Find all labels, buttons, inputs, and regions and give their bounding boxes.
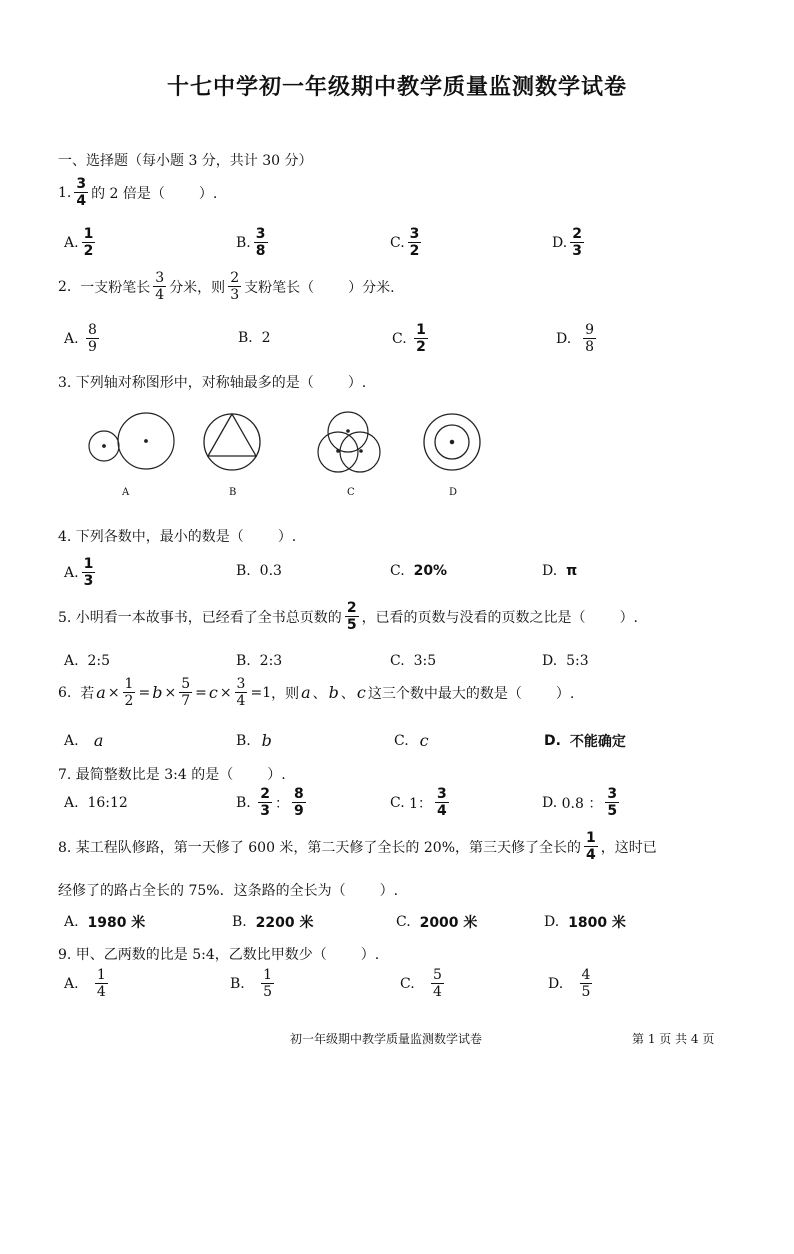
- q4-option-a[interactable]: A. $\frac{1}{3}$: [64, 556, 94, 589]
- question-1: 1. $\frac{3}{4}$ 的 2 倍是（ ）.: [58, 176, 218, 209]
- figure-d-concentric-circles[interactable]: [424, 414, 480, 470]
- q2-option-d[interactable]: D. $\frac{9}{8}$: [556, 322, 595, 355]
- q2-option-c[interactable]: C. $\frac{1}{2}$: [392, 322, 426, 355]
- figure-a-two-circles[interactable]: [89, 413, 174, 469]
- q4-option-c[interactable]: C. 20%: [390, 563, 448, 579]
- section-heading: 一、选择题（每小题 3 分，共计 30 分）: [58, 153, 313, 169]
- q1-option-b[interactable]: B. $\frac{3}{8}$: [236, 226, 266, 259]
- q6-option-a[interactable]: A. a: [64, 731, 104, 750]
- q8-option-c[interactable]: C. 2000 米: [396, 914, 478, 931]
- question-7: 7. 最简整数比是 3:4 的是（ ）.: [58, 767, 286, 783]
- q6-option-d[interactable]: D. 不能确定: [544, 733, 626, 750]
- question-5: 5. 小明看一本故事书，已经看了全书总页数的 $\frac{2}{5}$ ，已看的页数与没看的页数之比是（ ）.: [58, 600, 639, 633]
- q9-option-d[interactable]: D. $\frac{4}{5}$: [548, 967, 591, 1000]
- question-2: 2. 一支粉笔长 $\frac{3}{4}$ 分米，则 $\frac{2}{3}$ 支粉笔长（ ）分米.: [58, 270, 395, 303]
- q8-option-a[interactable]: A. 1980 米: [64, 914, 146, 931]
- q5-option-a[interactable]: A. 2:5: [64, 653, 110, 669]
- q1-option-d[interactable]: D. $\frac{2}{3}$: [552, 226, 582, 259]
- fraction: $\frac{3}{4}$: [76, 176, 87, 209]
- q1-option-a[interactable]: A. $\frac{1}{2}$: [64, 226, 94, 259]
- figure-label-a: A: [122, 487, 130, 498]
- q6-option-c[interactable]: C. c: [394, 731, 429, 750]
- question-9: 9. 甲、乙两数的比是 5:4，乙数比甲数少（ ）.: [58, 947, 380, 963]
- question-8: 8. 某工程队修路，第一天修了 600 米，第二天修了全长的 20%，第三天修了全长的 $\frac{1}{4}$ ，这时已: [58, 830, 657, 863]
- symmetry-figures: [0, 400, 794, 490]
- figure-label-c: C: [347, 487, 355, 498]
- q5-option-d[interactable]: D. 5:3: [542, 653, 589, 669]
- question-6: 6. 若 a × $\frac{1}{2}$ = b × $\frac{5}{7}$ = c × $\frac{3}{4}$ = 1 ，则 a 、 b 、 c 这三个数中最大的数是（ ）.: [58, 676, 575, 709]
- q9-option-c[interactable]: C. $\frac{5}{4}$: [400, 967, 442, 1000]
- figure-c-three-circles[interactable]: [318, 412, 380, 472]
- q7-option-d[interactable]: D. 0.8 ： $\frac{3}{5}$: [542, 786, 618, 819]
- q7-option-b[interactable]: B. $\frac{2}{3}$ ： $\frac{8}{9}$: [236, 786, 304, 819]
- question-3: 3. 下列轴对称图形中，对称轴最多的是（ ）.: [58, 375, 367, 391]
- q6-option-b[interactable]: B. b: [236, 731, 272, 750]
- q5-option-b[interactable]: B. 2:3: [236, 653, 283, 669]
- q9-option-a[interactable]: A. $\frac{1}{4}$: [64, 967, 106, 1000]
- figure-label-b: B: [229, 487, 237, 498]
- page-title: 十七中学初一年级期中教学质量监测数学试卷: [166, 75, 627, 100]
- q4-option-d[interactable]: D. π: [542, 563, 578, 579]
- q1-option-c[interactable]: C. $\frac{3}{2}$: [390, 226, 420, 259]
- q2-option-b[interactable]: B. 2: [238, 330, 271, 346]
- question-8-continued: 经修了的路占全长的 75%．这条路的全长为（ ）.: [58, 883, 399, 899]
- q8-option-d[interactable]: D. 1800 米: [544, 914, 626, 931]
- q9-option-b[interactable]: B. $\frac{1}{5}$: [230, 967, 273, 1000]
- q2-option-a[interactable]: A. $\frac{8}{9}$: [64, 322, 97, 355]
- question-4: 4. 下列各数中，最小的数是（ ）.: [58, 529, 297, 545]
- footer-title: 初一年级期中教学质量监测数学试卷: [290, 1032, 483, 1046]
- q7-option-a[interactable]: A. 16:12: [64, 795, 128, 811]
- q8-option-b[interactable]: B. 2200 米: [232, 914, 314, 931]
- q5-option-c[interactable]: C. 3:5: [390, 653, 437, 669]
- figure-label-d: D: [449, 487, 458, 498]
- q7-option-c[interactable]: C. 1： $\frac{3}{4}$: [390, 786, 447, 819]
- figure-b-triangle-in-circle[interactable]: [204, 414, 260, 470]
- page-number: 第 1 页 共 4 页: [632, 1032, 715, 1046]
- q4-option-b[interactable]: B. 0.3: [236, 563, 282, 579]
